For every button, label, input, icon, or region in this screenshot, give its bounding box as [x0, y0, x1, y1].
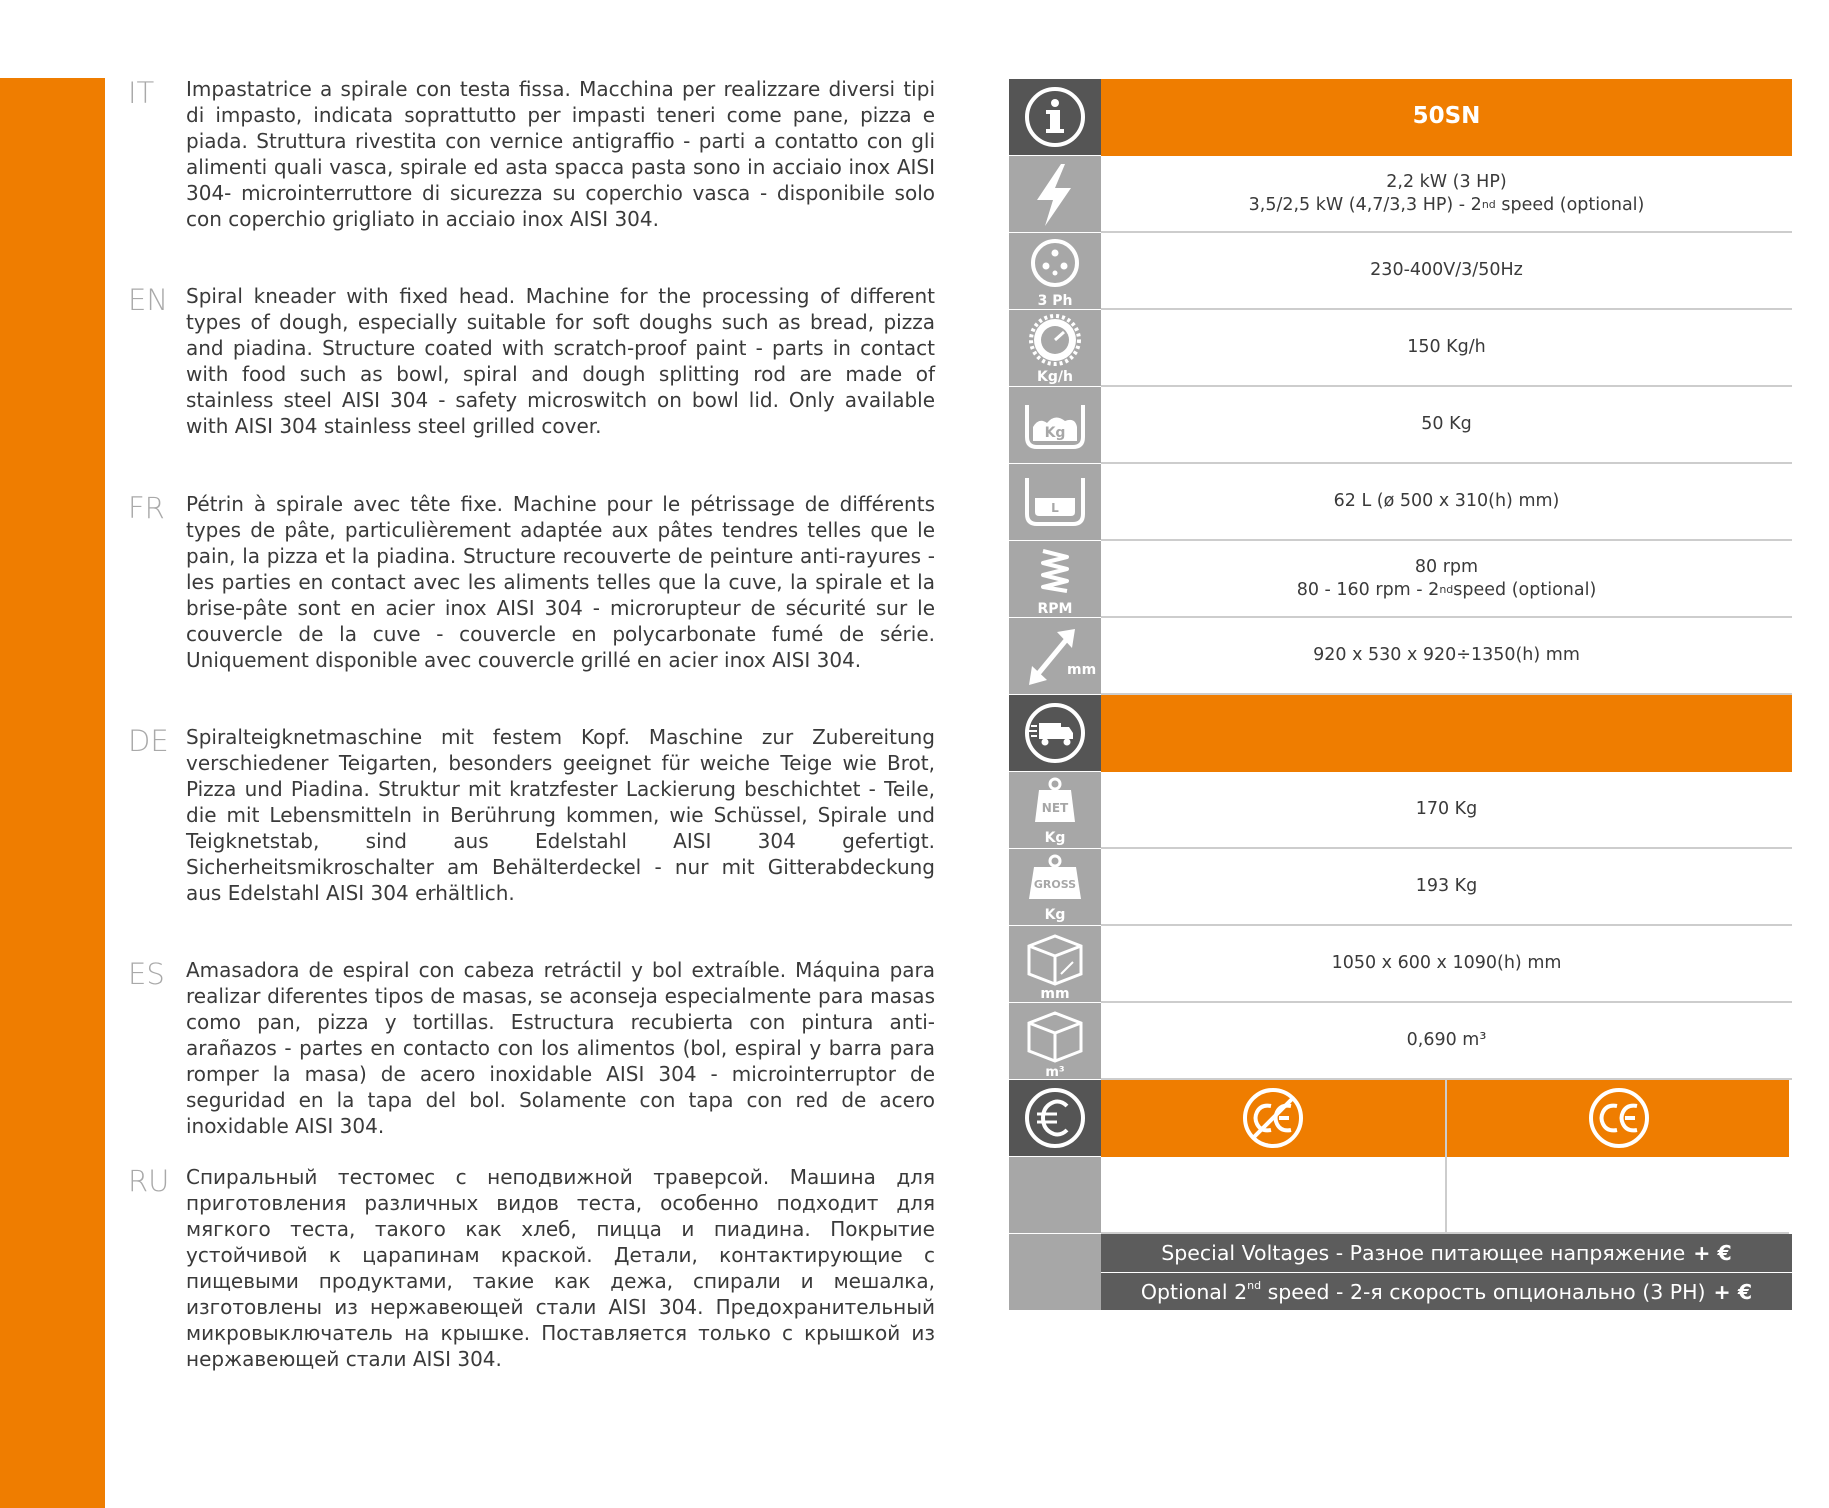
voltage-value: 230-400V/3/50Hz — [1101, 233, 1792, 310]
model-cell — [1101, 79, 1792, 156]
production-label: Kg/h — [1037, 369, 1073, 385]
language-text: Impastatrice a spirale con testa fissa. Macchina per realizzare diversi tipi di impasto, indicata soprattutto per impasti teneri come pane, pizza e piada. Struttura rivestita con vernice antigraffio - parti a contatto con gli alimenti quali vasca, spirale ed asta spacca pasta sono in acciaio inox AISI 304- microinterruttore di sicurezza su coperchio vasca - disponibile solo con coperchio grigliato in acciaio inox AISI 304. — [186, 77, 935, 231]
plug-icon — [1009, 233, 1101, 310]
spec-row-bowl — [1009, 464, 1792, 541]
euro-icon — [1009, 1080, 1101, 1157]
capacity-value: 50 Kg — [1101, 387, 1792, 464]
spec-row-power — [1009, 156, 1792, 233]
price-no-ce — [1101, 1157, 1445, 1234]
phase-label: 3 Ph — [1037, 293, 1073, 309]
spec-row-prices — [1009, 1157, 1792, 1234]
rpm-value — [1101, 541, 1792, 618]
lightning-icon — [1009, 156, 1101, 233]
option-special-voltages — [1009, 1234, 1792, 1272]
net-weight-value: 170 Kg — [1101, 772, 1792, 849]
ce-cell — [1445, 1080, 1789, 1157]
net-label: NET — [1041, 801, 1069, 815]
language-code: EN — [128, 283, 169, 317]
spiral-icon — [1009, 541, 1101, 618]
spec-row-price-header — [1009, 1080, 1792, 1157]
production-value: 150 Kg/h — [1101, 310, 1792, 387]
spec-row-net-weight — [1009, 772, 1792, 849]
language-text: Spiralteigknetmaschine mit festem Kopf. Maschine zur Zubereitung verschiedener Teigarten, besonders geeignet für weiche Teige wie Brot, Pizza und Piadina. Struktur mit kratzfester Lackierung beschichtet - Teile, die mit Lebensmitteln in Berührung kommen, wie Schüssel, Spirale und Teigknetstab, sind aus Edelstahl AISI 304 gefertigt. Sicherheitsmikroschalter am Behälterdeckel - nur mit Gitterabdeckung aus Edelstahl AISI 304 erhältlich. — [186, 725, 935, 905]
dough-bowl-icon — [1009, 387, 1101, 464]
package-dimensions-value: 1050 x 600 x 1090(h) mm — [1101, 926, 1792, 1003]
language-text: Amasadora de espiral con cabeza retráctil y bol extraíble. Máquina para realizar diferentes tipos de masas, se aconseja especialmente para masas como pan, pizza y tortillas. Estructura recubierta con pintura anti-arañazos - partes en contacto con los alimentos (bol, espiral y barra para romper la masa) de acero inoxidable AISI 304 - microinterruptor de seguridad en la tapa del bol. Solamente con tapa con red de acero inoxidable AISI 304. — [186, 958, 935, 1138]
spec-table — [1009, 79, 1792, 1310]
bowl-value: 62 L (ø 500 x 310(h) mm) — [1101, 464, 1792, 541]
language-code: DE — [128, 724, 169, 758]
ce-mark-icon — [1447, 1080, 1791, 1157]
package-box-icon — [1009, 926, 1101, 1003]
spec-row-model — [1009, 79, 1792, 156]
spec-row-capacity — [1009, 387, 1792, 464]
rpm-line-2: 80 - 160 rpm - 2ndspeed (optional) — [1296, 579, 1597, 600]
package-volume-label: m³ — [1045, 1065, 1065, 1080]
spec-row-gross-weight — [1009, 849, 1792, 926]
gross-weight-value: 193 Kg — [1101, 849, 1792, 926]
option-label: Special Voltages - Разное питающее напряжение — [1161, 1241, 1686, 1265]
rpm-line-1: 80 rpm — [1414, 556, 1479, 577]
spec-row-production — [1009, 310, 1792, 387]
spec-row-voltage — [1009, 233, 1792, 310]
volume-label: L — [1051, 501, 1059, 515]
language-code: RU — [128, 1164, 170, 1198]
power-line-2: 3,5/2,5 kW (4,7/3,3 HP) - 2nd speed (optional) — [1248, 194, 1645, 215]
gear-gauge-icon — [1009, 310, 1101, 387]
option-price: + € — [1693, 1241, 1732, 1265]
dimensions-arrow-icon — [1009, 618, 1101, 695]
spec-row-dimensions — [1009, 618, 1792, 695]
shipping-header-cell — [1101, 695, 1792, 772]
power-line-1: 2,2 kW (3 HP) — [1386, 171, 1507, 192]
model-name: 50SN — [1412, 103, 1481, 129]
net-unit-label: Kg — [1044, 830, 1066, 846]
gross-weight-icon — [1009, 849, 1101, 926]
orange-side-bar — [0, 78, 105, 1508]
language-code: ES — [128, 957, 165, 991]
dimensions-label: mm — [1067, 662, 1097, 678]
language-code: FR — [128, 491, 165, 525]
net-weight-icon — [1009, 772, 1101, 849]
language-code: IT — [128, 76, 155, 110]
package-label: mm — [1040, 986, 1070, 1002]
capacity-label: Kg — [1044, 425, 1066, 441]
option-label: Optional 2nd speed - 2-я скорость опционально (3 PH) — [1140, 1278, 1706, 1304]
dimensions-value: 920 x 530 x 920÷1350(h) mm — [1101, 618, 1792, 695]
price-icon-gap — [1009, 1157, 1101, 1234]
gross-unit-label: Kg — [1044, 907, 1066, 923]
package-volume-icon — [1009, 1003, 1101, 1080]
delivery-truck-icon — [1009, 695, 1101, 772]
spec-row-package-dimensions — [1009, 926, 1792, 1003]
language-text: Спиральный тестомес с неподвижной траверсой. Машина для приготовления различных видов теста, особенно подходит для мягкого теста, такого как хлеб, пицца и пиадина. Покрытие устойчивой к царапинам краской. Детали, контактирующие с пищевыми продуктами, такие как дежа, спирали и мешалка, изготовлены из нержавеющей стали AISI 304. Предохранительный микровыключатель на крышке. Поставляется только с крышкой из нержавеющей стали AISI 304. — [186, 1165, 935, 1371]
spec-row-package-volume — [1009, 1003, 1792, 1080]
language-text: Pétrin à spirale avec tête fixe. Machine pour le pétrissage de différents types de pâte, particulièrement adaptée aux pâtes tendres telles que le pain, la pizza et la piadina. Structure recouverte de peinture anti-rayures - les parties en contact avec les aliments telles que la cuve, la spirale et la brise-pâte sont en acier inox AISI 304 - microrupteur de sécurité sur le couvercle de la cuve - couvercle en polycarbonate fumé de série. Uniquement disponible avec couvercle grillé en acier inox AISI 304. — [186, 492, 935, 672]
option-price: + € — [1713, 1279, 1753, 1304]
bowl-volume-icon — [1009, 464, 1101, 541]
power-value — [1101, 156, 1792, 233]
no-ce-cell — [1101, 1080, 1445, 1157]
language-text: Spiral kneader with fixed head. Machine for the processing of different types of dough, especially suitable for soft doughs such as bread, pizza and piadina. Structure coated with scratch-proof paint - parts in contact with food such as bowl, spiral and dough splitting rod are made of stainless steel AISI 304 - safety microswitch on bowl lid. Only available with AISI 304 stainless steel grilled cover. — [186, 284, 935, 438]
option-second-speed — [1009, 1272, 1792, 1310]
spec-row-rpm — [1009, 541, 1792, 618]
no-ce-mark-icon — [1101, 1080, 1445, 1157]
rpm-label: RPM — [1037, 601, 1073, 617]
info-icon — [1009, 79, 1101, 156]
spec-row-shipping-header — [1009, 695, 1792, 772]
price-ce — [1445, 1157, 1789, 1234]
package-volume-value: 0,690 m³ — [1101, 1003, 1792, 1080]
gross-label: GROSS — [1033, 878, 1077, 891]
